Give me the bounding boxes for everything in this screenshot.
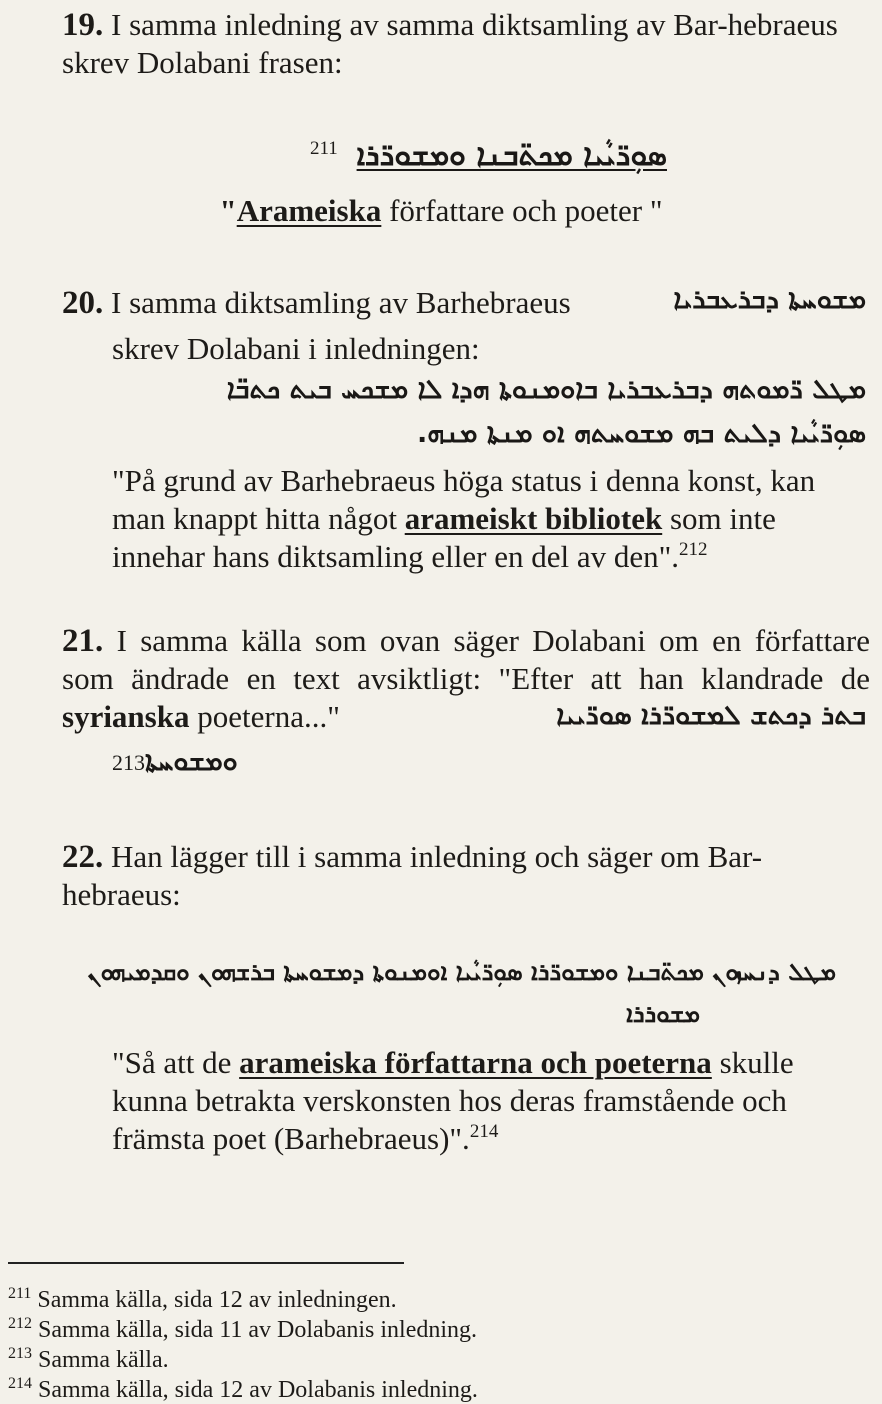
quote-mark: ": [219, 193, 237, 228]
syriac-quote-line-1: [88, 958, 836, 986]
footnote-214: [8, 1376, 478, 1404]
highlighted-term: arameiskt bibliotek: [404, 501, 663, 536]
footnote-ref-213-line: [112, 746, 238, 778]
syriac-quote-line-1: [227, 374, 866, 406]
paragraph-number: 19.: [62, 7, 104, 43]
syriac-text: ܡܫܘܚܬܐ ܕܒܪܥܒܪܝܐ: [673, 284, 866, 315]
footnote-number: 214: [8, 1375, 32, 1392]
syriac-text: ܡܫܘܪܪܐ: [626, 1000, 700, 1028]
footnote-ref-212: 212: [679, 539, 708, 560]
syriac-quote-line-2: [626, 1000, 700, 1028]
footnote-number: 213: [8, 1345, 32, 1362]
paragraph-text: I samma diktsamling av Barhebraeus: [111, 285, 571, 320]
footnote-number: 211: [8, 1285, 32, 1302]
syriac-text: ܡܛܠ ܕܢܚܙܘܢ ܡܟܬ̈ܒܢܐ ܘܡܫܘܪ̈ܪܐ ܣܘܼܪ̈ܝܵܝܐ ܐܘܡܢܘܬܐ ܕܡܫܘܚܬܐ ܒܪܫܗܘܢ ܘܩܕܡܝܗܘܢ: [87, 958, 836, 986]
highlighted-term: Arameiska: [236, 193, 382, 228]
highlighted-term: arameiska författarna och poeterna: [239, 1045, 712, 1080]
syriac-phrase-213: [556, 700, 866, 732]
footnote-213: [8, 1346, 169, 1374]
syriac-phrase-211: [357, 138, 667, 173]
footnote-212: [8, 1316, 477, 1344]
paragraph-text: I samma källa som ovan säger Dolabani om en författare som ändrade en text avsiktligt: "Efter att han klandrade de: [62, 623, 870, 696]
footnote-ref-214: 214: [469, 1121, 499, 1142]
footnote-211: [8, 1286, 397, 1314]
translation-20: [112, 462, 870, 576]
syriac-text: ܘܡܫܘܚܬܐ: [145, 746, 238, 777]
paragraph-text: poeterna...": [189, 699, 340, 734]
translation-text: författare och poeter ": [381, 193, 663, 228]
footnote-ref-211: 211: [310, 138, 338, 159]
footnote-number: 212: [8, 1315, 32, 1332]
paragraph-number: 21.: [62, 623, 104, 659]
paragraph-text: I samma inledning av samma diktsamling av Bar-hebraeus skrev Dolabani frasen:: [62, 7, 838, 80]
syriac-text: ܡܛܠ ܪ̈ܡܘܬܗ ܕܒܪܥܒܪܝܐ ܒܐܘܡܢܘܬܐ ܗܕܐ ܠܐ ܡܫܟܚ ܒܝܬ ܟܬܒ̈ܐ: [226, 374, 866, 405]
paragraph-19: [62, 6, 870, 82]
footnote-text: Samma källa.: [38, 1347, 169, 1373]
quote-text: "Så att de: [112, 1045, 240, 1080]
footnote-text: Samma källa, sida 11 av Dolabanis inledning.: [38, 1317, 478, 1343]
paragraph-20-cont: skrev Dolabani i inledningen:: [112, 331, 480, 366]
footnote-divider: [8, 1262, 404, 1264]
footnote-ref-213: 213: [112, 750, 145, 775]
translation-19: [0, 192, 882, 230]
footnote-text: Samma källa, sida 12 av Dolabanis inledning.: [38, 1377, 478, 1403]
paragraph-text: Han lägger till i samma inledning och säger om Bar-hebraeus:: [62, 839, 763, 912]
translation-22: [112, 1044, 870, 1158]
syriac-text: ܒܬܪ ܕܟܬܫ ܠܡܫܘܪ̈ܪܐ ܣܘܪ̈ܝܝܐ: [556, 700, 866, 731]
paragraph-number: 20.: [62, 285, 104, 321]
syriac-text: ܣܘܼܪ̈ܝܵܝܐ ܕܠܝܬ ܒܗ ܡܫܘܚܬܗ ܐܘ ܡܢܬܐ ܡܢܗ.: [416, 418, 866, 449]
syriac-title: [673, 284, 866, 316]
highlighted-term: syrianska: [62, 699, 190, 734]
quote-text: skulle kunna betrakta verskonsten hos deras framstående och främsta poet (Barhebraeus)".: [112, 1045, 794, 1156]
footnote-text: Samma källa, sida 12 av inledningen.: [37, 1287, 397, 1313]
quote-text: "På grund av Barhebraeus höga status i denna konst, kan man knappt hitta något: [112, 463, 816, 536]
quote-text: som inte innehar hans diktsamling eller en del av den".: [112, 501, 776, 574]
syriac-text: ܣܘܼܪ̈ܝܵܝܐ ܡܟܬ̈ܒܢܐ ܘܡܫܘܪ̈ܪܐ: [356, 138, 667, 173]
paragraph-number: 22.: [62, 839, 104, 875]
paragraph-22: [62, 838, 870, 914]
syriac-quote-line-2: [417, 418, 866, 450]
